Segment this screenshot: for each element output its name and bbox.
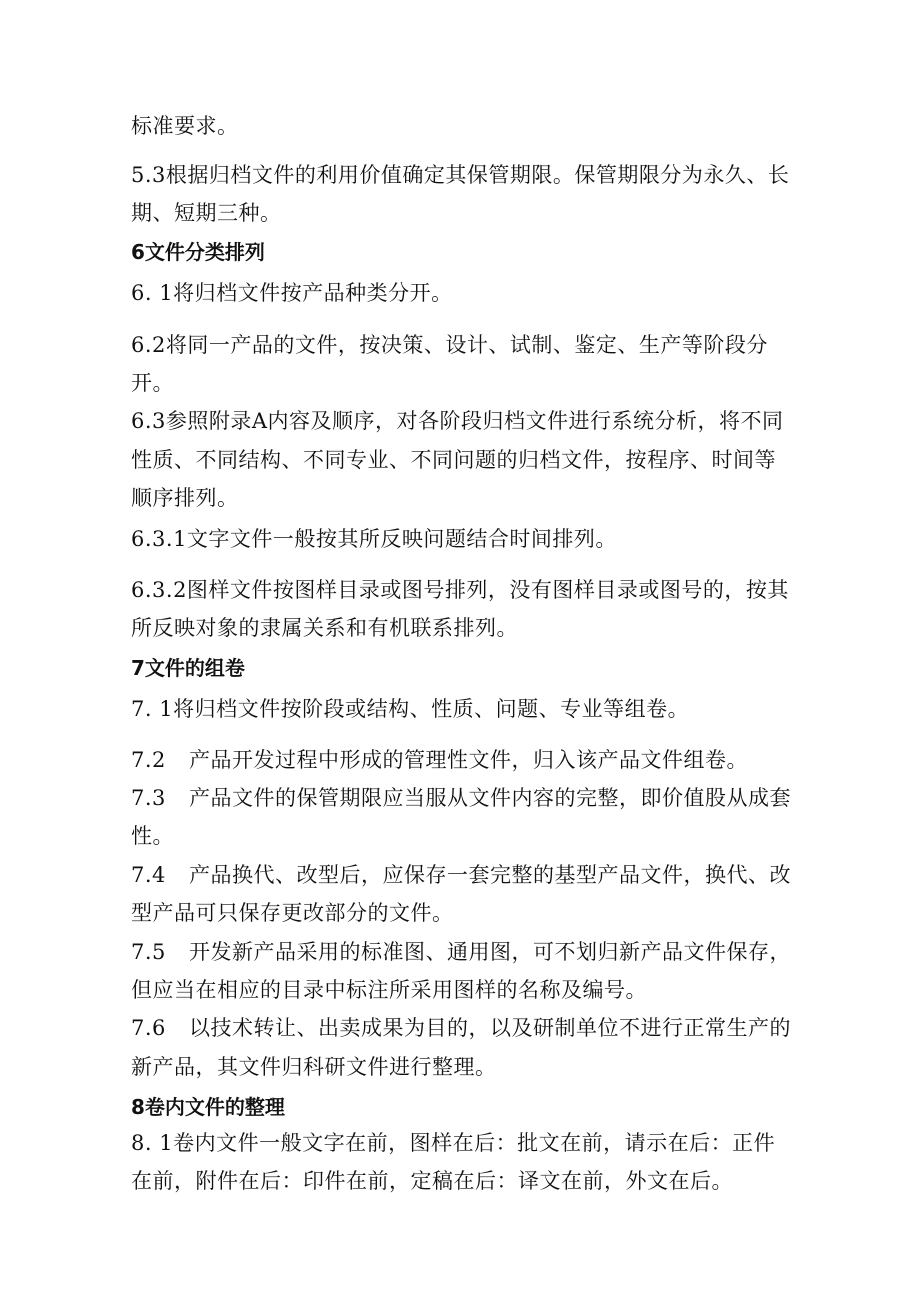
item-number: 7.3 <box>131 786 166 810</box>
item-text: 产品文件的保管期限应当服从文件内容的完整，即价值股从成套 <box>189 786 791 810</box>
text-line: 8. 1卷内文件一般文字在前，图样在后：批文在前，请示在后：正件 <box>131 1131 776 1155</box>
text-line: 顺序排列。 <box>131 486 239 510</box>
numbered-item <box>131 1014 791 1042</box>
numbered-item <box>131 861 791 889</box>
item-text: 以技术转让、出卖成果为目的，以及研制单位不进行正常生产的 <box>189 1016 791 1040</box>
section-heading-7: 7文件的组卷 <box>131 656 245 680</box>
text-line: 性。 <box>131 824 174 848</box>
item-text: 产品换代、改型后，应保存一套完整的基型产品文件，换代、改 <box>189 863 791 887</box>
text-line: 型产品可只保存更改部分的文件。 <box>131 901 454 925</box>
text-line: 期、短期三种。 <box>131 201 282 225</box>
numbered-item <box>131 784 791 812</box>
text-line: 开。 <box>131 371 174 395</box>
text-line: 6.3参照附录A内容及顺序，对各阶段归档文件进行系统分析，将不同 <box>131 409 784 433</box>
text-line: 所反映对象的隶属关系和有机联系排列。 <box>131 616 518 640</box>
numbered-item <box>131 938 791 966</box>
text-line: 标准要求。 <box>131 114 239 138</box>
item-number: 7.6 <box>131 1016 166 1040</box>
item-number: 7.5 <box>131 940 166 964</box>
text-line: 性质、不同结构、不同专业、不同问题的归档文件，按程序、时间等 <box>131 448 776 472</box>
text-line: 在前，附件在后：印件在前，定稿在后：译文在前，外文在后。 <box>131 1169 733 1193</box>
text-line: 7. 1将归档文件按阶段或结构、性质、问题、专业等组卷。 <box>131 697 690 721</box>
text-line: 但应当在相应的目录中标注所采用图样的名称及编号。 <box>131 978 647 1002</box>
text-line: 6.3.2图样文件按图样目录或图号排列，没有图样目录或图号的，按其 <box>131 578 789 602</box>
section-heading-6: 6文件分类排列 <box>131 240 265 264</box>
text-line: 新产品，其文件归科研文件进行整理。 <box>131 1055 497 1079</box>
text-line: 6.3.1文字文件一般按其所反映问题结合时间排列。 <box>131 527 617 551</box>
item-text: 产品开发过程中形成的管理性文件，归入该产品文件组卷。 <box>189 748 748 772</box>
section-heading-8: 8卷内文件的整理 <box>131 1095 285 1119</box>
text-line: 6. 1将归档文件按产品种类分开。 <box>131 281 453 305</box>
text-line: 5.3根据归档文件的利用价值确定其保管期限。保管期限分为永久、长 <box>131 163 790 187</box>
text-line: 6.2将同一产品的文件，按决策、设计、试制、鉴定、生产等阶段分 <box>131 333 768 357</box>
item-text: 开发新产品采用的标准图、通用图，可不划归新产品文件保存， <box>189 940 791 964</box>
item-number: 7.4 <box>131 863 166 887</box>
item-number: 7.2 <box>131 748 166 772</box>
numbered-item <box>131 746 748 774</box>
